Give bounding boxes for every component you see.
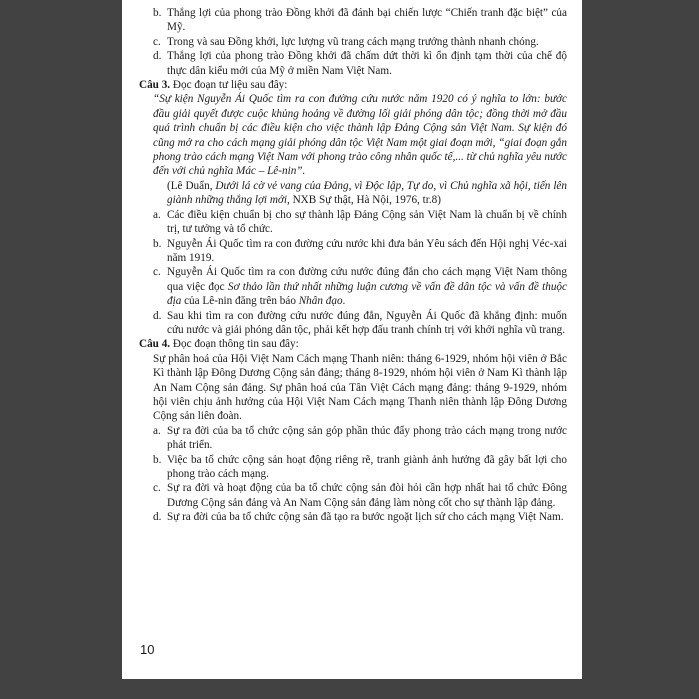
q2-option-d — [139, 49, 567, 78]
bottom-border — [0, 679, 699, 699]
option-label: b. — [153, 7, 162, 19]
option-text: Sự ra đời của ba tổ chức cộng sản góp phần thúc đẩy phong trào cách mạng trong nước phát triển. — [167, 424, 567, 452]
option-label: b. — [153, 453, 162, 466]
q3-option-d — [139, 309, 567, 338]
question-prompt: Đọc đoạn thông tin sau đây: — [170, 338, 299, 351]
option-text: Thắng lợi của phong trào Đồng khởi đã đánh bại chiến lược “Chiến tranh đặc biệt” của Mỹ. — [167, 7, 567, 34]
option-text: Các điều kiện chuẩn bị cho sự thành lập Đảng Cộng sản Việt Nam là chuẩn bị về chính trị, tư tưởng và tổ chức. — [167, 208, 567, 236]
q4-heading — [139, 337, 567, 351]
option-text — [167, 265, 567, 308]
q3-quote: “Sự kiện Nguyễn Ái Quốc tìm ra con đường cứu nước năm 1920 có ý nghĩa to lớn: bước đầu giải quyết được cuộc khủng hoảng về đường lối giải phóng dân tộc; đồng thời mở đầu quá trình chuẩn bị các điều kiện cho việc thành lập Đảng Cộng sản Việt Nam. Sự kiện đó cũng mở ra cho cách mạng giải phóng dân tộc Việt Nam một giai đoạn mới, “giai đoạn gắn phong trào cách mạng Việt Nam với phong trào công nhân quốc tế,... từ chủ nghĩa yêu nước đến với chủ nghĩa Mác – Lê-nin”. — [153, 93, 567, 178]
option-text: Sự ra đời và hoạt động của ba tổ chức cộng sản đòi hỏi cần hợp nhất hai tổ chức Đông Dương Cộng sản đảng và An Nam Cộng sản đảng làm nòng cốt cho sự thành lập đảng. — [167, 482, 567, 509]
option-label: c. — [153, 482, 161, 495]
option-text: Trong và sau Đồng khởi, lực lượng vũ trang cách mạng trưởng thành nhanh chóng. — [167, 35, 539, 48]
q4-option-c — [139, 481, 567, 510]
right-border — [582, 0, 699, 699]
option-label: c. — [153, 266, 161, 279]
q4-option-a — [139, 424, 567, 453]
option-text: Nguyễn Ái Quốc tìm ra con đường cứu nước khi đưa bản Yêu sách đến Hội nghị Véc-xai năm 1919. — [167, 237, 567, 264]
left-border — [0, 0, 122, 699]
q4-option-b — [139, 453, 567, 482]
question-number: Câu 4. — [139, 338, 171, 351]
page-number: 10 — [140, 642, 155, 657]
q3-option-a — [139, 208, 567, 237]
source-title: Dưới lá cờ vẻ vang của Đảng, vì Độc lập, Tự do, vì Chủ nghĩa xã hội, tiến lên giành những thắng lợi mới — [167, 179, 567, 207]
q2-option-b — [139, 6, 567, 35]
q4-paragraph: Sự phân hoá của Hội Việt Nam Cách mạng Thanh niên: tháng 6-1929, nhóm hội viên ở Bắc Kì thành lập Đông Dương Cộng sản đảng; tháng 8-1929, nhóm hội viên ở Nam Kì thành lập An Nam Cộng sản đảng. Sự phân hoá của Tân Việt Cách mạng đảng: tháng 9-1929, nhóm hội viên chịu ảnh hưởng của Hội Việt Nam Cách mạng Thanh niên thành lập Đông Dương Cộng sản liên đoàn. — [153, 352, 567, 423]
option-label: d. — [153, 309, 162, 322]
option-text: Sau khi tìm ra con đường cứu nước đúng đắn, Nguyễn Ái Quốc đã khẳng định: muốn cứu nước và giải phóng dân tộc, phải kết hợp đấu tranh chính trị với khởi nghĩa vũ trang. — [167, 309, 567, 336]
source-publication: , NXB Sự thật, Hà Nội, 1976, tr.8) — [286, 194, 441, 207]
option-label: d. — [153, 50, 162, 63]
option-text: Thắng lợi của phong trào Đồng khởi đã chấm dứt thời kì ổn định tạm thời của chế độ thực dân kiểu mới của Mỹ ở miền Nam Việt Nam. — [167, 50, 567, 77]
option-text-part: của Lê-nin đăng trên báo — [181, 295, 299, 308]
option-label: b. — [153, 237, 162, 250]
q3-option-b — [139, 237, 567, 266]
option-text-part: Nguyễn Ái Quốc tìm ra con đường cứu nước đúng đắn cho cách mạng Việt Nam thông qua việc đọc — [167, 266, 567, 293]
document-page — [122, 0, 582, 679]
option-label: c. — [153, 35, 161, 48]
q4-option-d — [139, 510, 567, 524]
source-author: (Lê Duẩn, — [167, 179, 216, 192]
option-text-italic: Sơ thảo lần thứ nhất những luận cương về vấn đề dân tộc và vấn đề thuộc địa — [167, 280, 567, 308]
option-label: a. — [153, 424, 161, 437]
option-text: Sự ra đời của ba tổ chức cộng sản đã tạo ra bước ngoặt lịch sử cho cách mạng Việt Nam. — [167, 511, 564, 524]
option-text-italic: Nhân đạo — [298, 295, 343, 308]
q3-option-c — [139, 265, 567, 308]
option-text: Việc ba tổ chức cộng sản hoạt động riêng rẽ, tranh giành ảnh hưởng đã gây bất lợi cho phong trào cách mạng. — [167, 453, 567, 480]
page-content — [139, 6, 567, 525]
q2-option-c — [139, 35, 567, 49]
question-number: Câu 3. — [139, 79, 171, 92]
option-label: a. — [153, 208, 161, 221]
question-prompt: Đọc đoạn tư liệu sau đây: — [170, 79, 288, 92]
q3-heading — [139, 78, 567, 92]
option-label: d. — [153, 511, 162, 524]
option-text-part: . — [342, 295, 346, 308]
q3-source — [139, 179, 567, 208]
